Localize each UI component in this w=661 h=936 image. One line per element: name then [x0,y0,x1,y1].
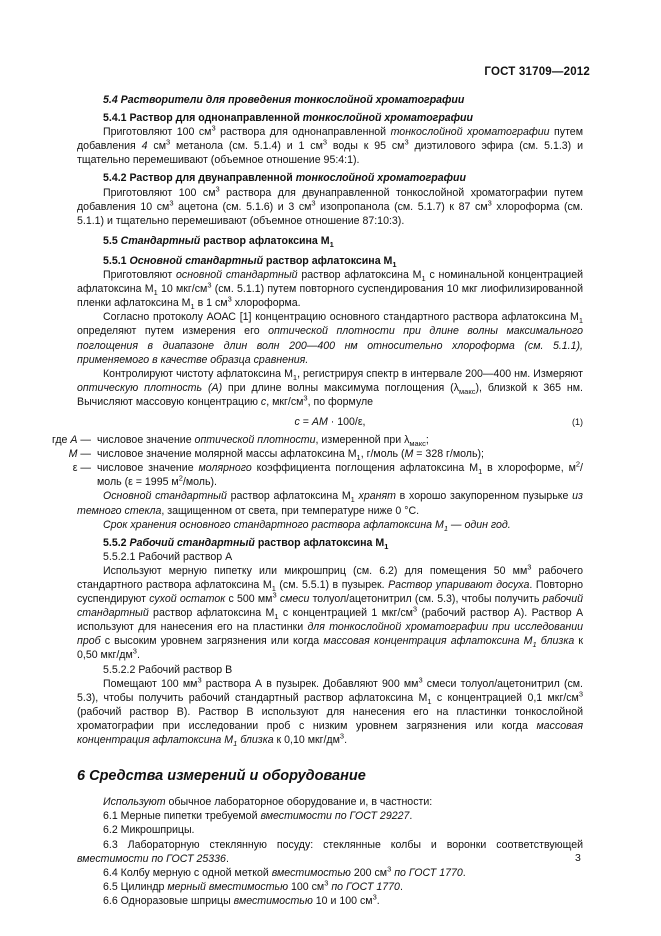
section-6-heading: 6 Средства измерений и оборудование [77,768,366,785]
paragraph: Помещают 100 $мм^3$ раствора А в пузырек. Добавляют 900 $мм^3$ смеси толуол/ацетонитрил (см. 5.3), чтобы получить рабочий стандартный раствор афлатоксина $М_1$ с концентрацией 0,1 мкг/$см^3$ (рабочий раствор В). Раствор В используют для нанесения его на пластинки тонкослойной хроматографии при исследовании проб с низким уровнем загрязнения или когда массовая концентрация афлатоксина $М_1$ близка к 0,10 мкг/$дм^3$. [77,675,583,749]
paragraph: Используют мерную пипетку или микрошприц (см. 6.2) для помещения 50 $мм^3$ рабочего стандартного раствора афлатоксина $М_1$ (см. 5.5.1) в пузырек. Раствор упаривают досуха. Повторно суспендируют сухой остаток с 500 $мм^3$ смеси толуол/ацетонитрил (см. 5.3), чтобы получить рабочий стандартный раствор афлатоксина $М_1$ с концентрацией 1 мкг/$см^3$ (рабочий раствор А). Раствор А используют для нанесения его на пластинки для тонкослойной хроматографии при исследовании проб с высоким уровнем загрязнения или когда массовая концентрация афлатоксина $М_1$ близка к 0,50 мкг/$дм^3$. [77,562,584,662]
section-5-5-1-heading: 5.5.1 Основной стандартный раствор афлатоксина $М_1$ [103,254,397,270]
page-number: 3 [575,852,581,864]
paragraph: Приготовляют 100 $см^3$ раствора для однонаправленной тонкослойной хроматографии путем добавления 4 $см^3$ метанола (см. 5.1.4) и 1 $см^3$ воды к 95 $см^3$ диэтилового эфира (см. 5.1.3) и тщательно перемешивают (объемное отношение 95:4:1). [77,123,583,167]
paragraph: Контролируют чистоту афлатоксина $М_1$, регистрируя спектр в интервале 200—400 нм. Измеряют оптическую плотность (А) при длине волны максимума поглощения $(\lambda_{макс})$, близкой к 365 нм. Вычисляют массовую концентрацию с, мкг/$см^3$, по формуле [77,367,584,408]
definition-row: где А — числовое значение оптической плотности, измеренной при $\lambda_{макс}$; [51,434,429,449]
section-5-5-heading: 5.5 Стандартный раствор афлатоксина $М_1$ [103,234,334,249]
definition-row: ε — числовое значение молярного коэффициента поглощения афлатоксина $М_1$ в хлороформе, $м^2$/моль (ε = 1995 $м^2/моль$). [72,459,583,489]
document-body [51,93,584,908]
section-5-5-2-2-heading: 5.5.2.2 Рабочий раствор В [103,663,233,676]
paragraph: Основной стандартный раствор афлатоксина $М_1$ хранят в хорошо закупоренном пузырьке из темного стекла, защищенном от света, при температуре ниже 0 °С. [77,490,583,517]
list-item: 6.5 Цилиндр мерный вместимостью 100 $см^3$ по ГОСТ 1770. [103,878,403,893]
paragraph: Приготовляют основной стандартный раствор афлатоксина $М_1$ с номинальной концентрацией афлатоксина $М_1$ 10 мкг/$см^3$ (см. 5.1.1) путем повторного суспендирования 10 мкг лиофилизированной пленки афлатоксина $М_1$ в 1 $см^3$ хлороформа. [77,269,584,312]
paragraph: Согласно протоколу АОАС [1] концентрацию основного стандартного раствора афлатоксина $М_1$ определяют путем измерения его оптической плотности при длине волны максимального поглощения в диапазоне длин волн 200—400 нм относительно хлороформа (см. 5.1.1), применяемого в качестве образца сравнения. [77,311,584,366]
list-item: 6.4 Колбу мерную с одной меткой вместимостью 200 $см^3$ по ГОСТ 1770. [103,864,466,879]
list-item: 6.2 Микрошприцы. [103,824,195,837]
list-item: 6.1 Мерные пипетки требуемой вместимости по ГОСТ 29227. [103,810,413,823]
list-item: 6.6 Одноразовые шприцы вместимостью 10 и 100 $см^3$. [103,892,380,907]
formula-definitions [44,433,583,489]
formula-number: (1) [572,416,583,427]
definition-row: М — числовое значение молярной массы афлатоксина $М_1$, г/моль (М = 328 г/моль); [68,448,484,463]
section-5-4-heading: 5.4 Растворители для проведения тонкослойной хроматографии [103,94,465,106]
section-5-5-2-heading: 5.5.2 Рабочий стандартный раствор афлатоксина $М_1$ [103,536,389,551]
paragraph: Приготовляют 100 $см^3$ раствора для двунаправленной тонкослойной хроматографии путем добавления 10 $см^3$ ацетона (см. 5.1.6) и 3 $см^3$ изопропанола (см. 5.1.7) к 87 $см^3$ хлороформа (см. 5.1.1) и тщательно перемешивают (объемное отношение 87:10:3). [77,184,584,227]
list-item: 6.3 Лабораторную стеклянную посуду: стеклянные колбы и воронки соответствующей вместимости по ГОСТ 25336. [77,838,583,865]
section-5-4-2-heading: 5.4.2 Раствор для двунаправленной тонкослойной хроматографии [103,172,466,185]
paragraph: Срок хранения основного стандартного раствора афлатоксина $М_1$ — один год. [103,518,511,533]
document-header: ГОСТ 31709—2012 [484,66,590,78]
section-5-5-2-1-heading: 5.5.2.1 Рабочий раствор А [103,550,233,563]
formula: c = AM · 100/ε, (1) [294,415,583,428]
section-5-4-1-heading: 5.4.1 Раствор для однонаправленной тонкослойной хроматографии [103,112,474,125]
paragraph: Используют обычное лабораторное оборудование и, в частности: [103,796,433,809]
